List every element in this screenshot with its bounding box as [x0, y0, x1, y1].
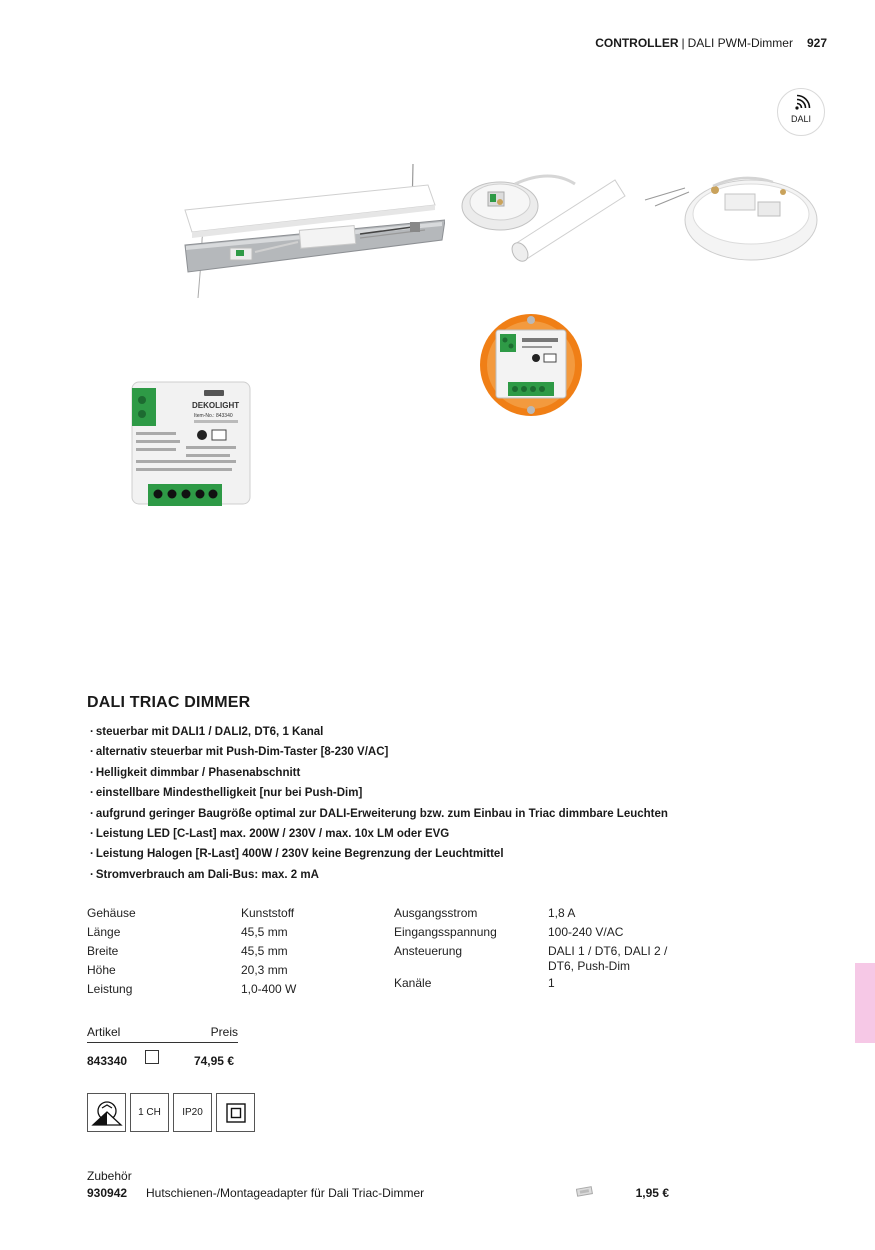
spec-value: 100-240 V/AC — [548, 925, 624, 939]
spec-label: Leistung — [87, 982, 133, 996]
photo-linear-luminaire — [180, 160, 445, 300]
header-category: CONTROLLER — [595, 36, 679, 50]
spec-value: DALI 1 / DT6, DALI 2 / DT6, Push-Dim — [548, 944, 668, 973]
spec-value: 45,5 mm — [241, 944, 288, 958]
photo-ceiling-luminaire — [643, 172, 823, 267]
spec-value: Kunststoff — [241, 906, 295, 920]
accessory-label: Zubehör — [87, 1169, 132, 1183]
spec-row — [394, 904, 678, 923]
ip-rating-icon: IP20 — [173, 1093, 212, 1132]
spec-label: Breite — [87, 944, 119, 958]
spec-row — [87, 942, 296, 961]
photo-junction-box — [478, 312, 584, 418]
dali-signal-icon — [794, 93, 812, 111]
order-checkbox[interactable] — [145, 1050, 159, 1064]
page-number: 927 — [806, 36, 827, 50]
dali-badge — [777, 88, 825, 136]
feature-icon-row — [87, 1093, 259, 1132]
spec-label: Länge — [87, 925, 121, 939]
spec-row — [87, 904, 296, 923]
spec-value: 1,0-400 W — [241, 982, 297, 996]
spec-value: 20,3 mm — [241, 963, 288, 977]
feature-item: · steuerbar mit DALI1 / DALI2, DT6, 1 Kanal — [90, 724, 668, 744]
dimmable-icon — [87, 1093, 126, 1132]
accessory-description: Hutschienen-/Montageadapter für Dali Triac-Dimmer — [146, 1186, 425, 1200]
spec-row — [87, 923, 296, 942]
accessory-thumbnail — [576, 1185, 594, 1199]
photo-mounting-tube — [460, 172, 630, 272]
spec-row — [87, 961, 296, 980]
spec-value: 1 — [548, 976, 555, 990]
product-title: DALI TRIAC DIMMER — [87, 694, 251, 711]
spec-label: Eingangsspannung — [394, 925, 497, 939]
article-table-header — [87, 1025, 238, 1043]
feature-item: · Stromverbrauch am Dali-Bus: max. 2 mA — [90, 867, 668, 887]
feature-item: · Leistung Halogen [R-Last] 400W / 230V keine Begrenzung der Leuchtmittel — [90, 846, 668, 866]
feature-item: · einstellbare Mindesthelligkeit [nur bei Push-Dim] — [90, 785, 668, 805]
spec-row — [394, 942, 678, 974]
spec-label: Ansteuerung — [394, 944, 463, 958]
section-tab — [855, 963, 875, 1043]
spec-label: Höhe — [87, 963, 116, 977]
module-item-number: Item-No.: 843340 — [194, 413, 233, 419]
dali-badge-label: DALI — [790, 114, 811, 124]
accessory-number: 930942 — [87, 1186, 128, 1200]
article-number: 843340 — [87, 1054, 128, 1068]
header-separator: | — [681, 36, 685, 50]
spec-row — [394, 923, 678, 942]
spec-row — [87, 980, 296, 999]
spec-label: Ausgangsstrom — [394, 906, 478, 920]
feature-list — [90, 724, 668, 887]
article-price: 74,95 € — [193, 1054, 234, 1068]
spec-value: 1,8 A — [548, 906, 576, 920]
price-column-header: Preis — [210, 1025, 238, 1039]
channels-icon: 1 CH — [130, 1093, 169, 1132]
module-brand: DEKOLIGHT — [192, 401, 240, 410]
feature-item: · Leistung LED [C-Last] max. 200W / 230V / max. 10x LM oder EVG — [90, 826, 668, 846]
spec-table-right — [394, 904, 678, 993]
spec-label: Kanäle — [394, 976, 432, 990]
protection-class-icon — [216, 1093, 255, 1132]
spec-label: Gehäuse — [87, 906, 136, 920]
spec-table-left — [87, 904, 296, 999]
feature-item: · alternativ steuerbar mit Push-Dim-Taster [8-230 V/AC] — [90, 744, 668, 764]
article-column-header: Artikel — [87, 1025, 121, 1039]
spec-value: 45,5 mm — [241, 925, 288, 939]
accessory-price: 1,95 € — [635, 1186, 669, 1200]
spec-row — [394, 974, 678, 993]
feature-item: · aufgrund geringer Baugröße optimal zur DALI-Erweiterung bzw. zum Einbau in Triac dimmbare Leuchten — [90, 806, 668, 826]
page-header — [595, 36, 827, 50]
header-subcategory: DALI PWM-Dimmer — [687, 36, 793, 50]
photo-triac-dimmer-module — [128, 380, 254, 508]
feature-item: · Helligkeit dimmbar / Phasenabschnitt — [90, 765, 668, 785]
